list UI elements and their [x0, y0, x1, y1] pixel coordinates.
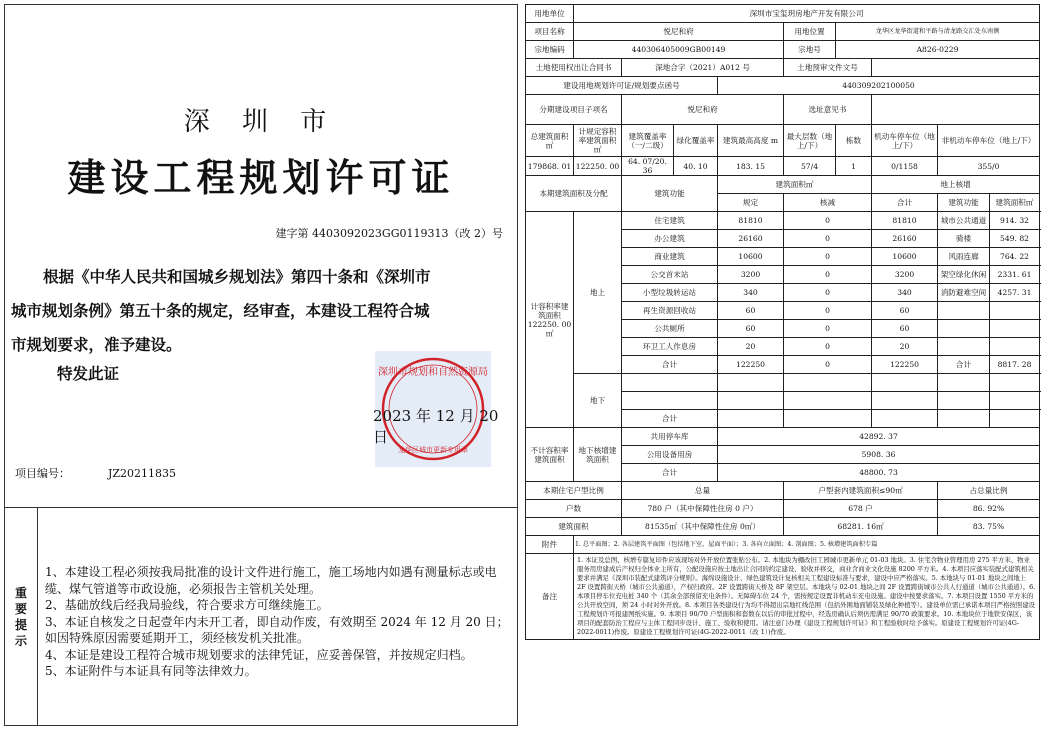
col-header: 建筑面积㎡ — [990, 194, 1040, 212]
label-cell: 分期建设项目子项名 — [526, 95, 622, 125]
value-cell: 355/0 — [938, 157, 1040, 176]
equip-label: 公用设备用房 — [622, 446, 718, 464]
row-core-area — [990, 320, 1040, 338]
row-func: 公交首末站 — [622, 266, 718, 284]
table-cell — [718, 410, 784, 428]
plan-value: 440309202100050 — [718, 77, 1040, 95]
sum-core-area: 8817. 28 — [990, 356, 1040, 374]
phase-value: 悦尼和府 — [622, 95, 784, 125]
col-header: 总量 — [622, 482, 784, 500]
row-func: 住宅建筑 — [622, 212, 718, 230]
certificate-detail-table — [525, 4, 1039, 726]
sum-label: 合计 — [622, 356, 718, 374]
tip-item: 3、本证自核发之日起壹年内未开工者，即自动作废，有效期至 2024 年 12 月 20 日；如因特殊原因需要延期开工，须经核发机关批准。 — [45, 614, 509, 645]
remark-label: 备注 — [526, 554, 574, 640]
row-core-func: 消防避难空间 — [938, 284, 990, 302]
sum-plan: 122250 — [718, 356, 784, 374]
label-cell: 宗地号 — [784, 41, 836, 59]
table-cell — [872, 392, 938, 410]
table-cell — [784, 410, 872, 428]
units-total: 780 户（其中保障性住房 0 户） — [622, 500, 784, 518]
table-cell — [938, 392, 990, 410]
row-check: 0 — [784, 338, 872, 356]
issue-notice: 特发此证 — [57, 364, 120, 383]
row-core-func: 骑楼 — [938, 230, 990, 248]
header-cell: 计规定容积率建筑面积㎡ — [574, 125, 622, 157]
row-func: 再生资源回收站 — [622, 302, 718, 320]
table-cell — [938, 410, 990, 428]
area-ratio: 83. 75% — [938, 518, 1040, 536]
land-unit-value: 深圳市宝玺玥房地产开发有限公司 — [574, 5, 1040, 23]
value-cell: 57/4 — [784, 157, 836, 176]
row-func: 小型垃圾转运站 — [622, 284, 718, 302]
row-core-area: 764. 22 — [990, 248, 1040, 266]
annex-value: 1. 总平面图；2. 各层建筑平面图（包括地下室、屋面平面）；3. 各向立面图；4. 剖面图；5. 核增建筑面积专篇 — [574, 536, 1040, 554]
area-small: 68281. 16㎡ — [784, 518, 938, 536]
label-cell: 选址意见书 — [784, 95, 872, 125]
col-header: 占总量比例 — [938, 482, 1040, 500]
row-total: 81810 — [872, 212, 938, 230]
row-total: 340 — [872, 284, 938, 302]
row-core-area — [990, 338, 1040, 356]
row-total: 20 — [872, 338, 938, 356]
table-cell — [718, 374, 784, 392]
row-core-func: 城市公共通道 — [938, 212, 990, 230]
sum-total: 122250 — [872, 356, 938, 374]
tip-item: 2、基础放线后经我局验线，符合要求方可继续施工。 — [45, 598, 329, 612]
row-total: 60 — [872, 320, 938, 338]
sum-check: 0 — [784, 356, 872, 374]
tips-list — [45, 564, 511, 680]
area-total: 81535㎡（其中保障性住房 0㎡） — [622, 518, 784, 536]
table-cell — [718, 392, 784, 410]
row-plan: 3200 — [718, 266, 784, 284]
row-plan: 340 — [718, 284, 784, 302]
parcel-no-value: A826-0229 — [836, 41, 1040, 59]
project-name-value: 悦尼和府 — [574, 23, 784, 41]
equip-value: 5908. 36 — [718, 446, 1040, 464]
col-header: 核减 — [784, 194, 872, 212]
table-cell — [990, 410, 1040, 428]
table-cell — [784, 374, 872, 392]
label-cell: 土地预审文件文号 — [784, 59, 872, 77]
row-plan: 10600 — [718, 248, 784, 266]
statement-line: 根据《中华人民共和国城乡规划法》第四十条和《深圳市 — [43, 267, 431, 286]
non-far-label: 不计容积率建筑面积 — [526, 428, 574, 482]
header-cell: 建筑覆盖率（一/二级） — [622, 125, 674, 157]
table-cell — [990, 392, 1040, 410]
table-cell — [622, 392, 718, 410]
row-core-area: 2331. 61 — [990, 266, 1040, 284]
header-cell: 机动车停车位（地上/下） — [872, 125, 938, 157]
housing-ratio-label: 本期住宅户型比例 — [526, 482, 622, 500]
annex-label: 附件 — [526, 536, 574, 554]
table-cell — [990, 374, 1040, 392]
value-cell: 183. 15 — [718, 157, 784, 176]
under-sum-value: 48800. 73 — [718, 464, 1040, 482]
col-header: 建筑功能 — [938, 194, 990, 212]
header-cell: 非机动车停车位（地上/下） — [938, 125, 1040, 157]
header-cell: 总建筑面积㎡ — [526, 125, 574, 157]
row-func: 商业建筑 — [622, 248, 718, 266]
row-plan: 81810 — [718, 212, 784, 230]
label-cell: 宗地编码 — [526, 41, 574, 59]
opinion-value — [872, 95, 1040, 125]
important-tips — [4, 507, 518, 726]
statement-line: 城市规划条例》第五十条的规定，经审查，本建设工程符合城 — [11, 301, 430, 320]
header-cell: 绿化覆盖率 — [674, 125, 718, 157]
row-core-func — [938, 320, 990, 338]
parcel-code-value: 440306405009GB00149 — [574, 41, 784, 59]
row-plan: 60 — [718, 302, 784, 320]
value-cell: 122250. 00 — [574, 157, 622, 176]
col-header: 户型套内建筑面积≤90㎡ — [784, 482, 938, 500]
below-ground-label: 地下 — [574, 374, 622, 428]
below-sum-label: 合计 — [622, 410, 718, 428]
row-check: 0 — [784, 266, 872, 284]
row-core-func: 架空绿化休闲 — [938, 266, 990, 284]
label-cell: 地上核增 — [872, 176, 1040, 194]
label-cell: 建筑面积㎡ — [718, 176, 872, 194]
row-total: 3200 — [872, 266, 938, 284]
tip-item: 4、本证是建设工程符合城市规划要求的法律凭证，应妥善保管，并按规定归档。 — [45, 647, 473, 662]
seal-subtext: 龙华区城市更新专用章 — [398, 446, 468, 454]
area-label: 建筑面积 — [526, 518, 622, 536]
certificate-number: 建字第 4403092023GG0119313（改 2）号 — [275, 227, 503, 240]
row-core-func — [938, 338, 990, 356]
col-header: 合计 — [872, 194, 938, 212]
col-header: 规定 — [718, 194, 784, 212]
header-cell: 建筑最高高度 m — [718, 125, 784, 157]
value-cell: 64. 07/20. 36 — [622, 157, 674, 176]
pre-value — [872, 59, 1040, 77]
row-core-area: 4257. 31 — [990, 284, 1040, 302]
value-cell: 40. 10 — [674, 157, 718, 176]
far-label: 计容积率建筑面积 122250. 00 ㎡ — [526, 212, 574, 428]
project-info-table — [525, 4, 1040, 640]
row-check: 0 — [784, 212, 872, 230]
under-sum-label: 合计 — [622, 464, 718, 482]
table-cell — [872, 374, 938, 392]
row-core-func: 风雨连廊 — [938, 248, 990, 266]
contract-value: 深地合字（2021）A012 号 — [622, 59, 784, 77]
row-core-func — [938, 302, 990, 320]
table-cell — [784, 392, 872, 410]
row-func: 公共厕所 — [622, 320, 718, 338]
row-total: 60 — [872, 302, 938, 320]
tip-item: 5、本证附件与本证具有同等法律效力。 — [45, 664, 257, 678]
table-cell — [622, 374, 718, 392]
header-cell: 栋数 — [836, 125, 872, 157]
units-ratio: 86. 92% — [938, 500, 1040, 518]
row-func: 办公建筑 — [622, 230, 718, 248]
value-cell: 1 — [836, 157, 872, 176]
label-cell: 建设用地规划许可证/规划要点函号 — [526, 77, 718, 95]
approval-statement — [11, 260, 499, 362]
label-cell: 土地使用权出让合同书 — [526, 59, 622, 77]
parking-value: 42892. 37 — [718, 428, 1040, 446]
certificate-cover — [4, 4, 518, 726]
table-cell — [872, 410, 938, 428]
tip-item: 1、本建设工程必须按我局批准的设计文件进行施工，施工场地内如遇有测量标志或电缆、煤气管道等市政设施，必须报告主管机关处理。 — [45, 565, 497, 596]
value-cell: 179868. 01 — [526, 157, 574, 176]
header-cell: 最大层数（地上/下） — [784, 125, 836, 157]
row-check: 0 — [784, 230, 872, 248]
remark-value: 1. 本证及总图、核增专篇复印件应该现场对外开放位置张贴公布。2. 本地块为棚改旧工园城市更新单元 01-03 地块。3. 住宅含物业管理用房 275 平方米、物业服务用房建成后产权归全体业主所有，公配设施应按土地出让合同的约定建设、验收并移交，商业含商业文化设施 8200 平方米。4. 本项目应落实装配式建筑相关要求并满足《深圳市装配式建筑评分规则》。海绵设施设计、绿色建筑设计复核相关工程建设标准与要求，建设中应严格落实。5. 本地块与 01-01 地块之间地上 2F 设置跨街天桥（城市公共通道），产权归政府。2F 设置跨街天桥及 8F 架空层。本地块与 02-01 地块之间 2F 设置跨街城市公共人行通道（城市公共通道）。6. 本项目停车位充电桩 340 个（其余全部预留充电条件）。无障碍车位 24 个，需按规定设置非机动车充电设施。建设中按要求落实。7. 本项目设置 1550 平方米的公共开放空间，须 24 小时对外开放。8. 本项目各类建设行为均不得超出宗地红线范围（包括外围地面铺装及绿化种植等）。建设单位需已承诺本项目严格按照建设工程规划许可报建图纸实施。9. 本项目 90/70 户型面积和套数在以后的审批过程中，经选房确认后须仍需满足 90/70 政策要求。10. 本地块位于地铁安保区，该项目的配套防治工程应与主体工程同步设计、施工、验收和使用。请注意门办理《建设工程规划许可证》和工程验收时给予落实。原建设工程规划许可证(4G-2022-0011)作废。原建设工程规划许可证(4G-2022-0011（改 1）)作废。 — [574, 554, 1040, 640]
row-total: 26160 — [872, 230, 938, 248]
seal-text: 深圳市规划和自然资源局 — [378, 367, 488, 378]
label-cell: 项目名称 — [526, 23, 574, 41]
above-ground-label: 地上 — [574, 212, 622, 374]
row-check: 0 — [784, 320, 872, 338]
row-plan: 20 — [718, 338, 784, 356]
row-core-area: 914. 32 — [990, 212, 1040, 230]
table-cell — [938, 374, 990, 392]
row-func: 环卫工人作息房 — [622, 338, 718, 356]
statement-line: 市规划要求，准予建设。 — [11, 335, 182, 354]
location-value: 龙华区龙华街道和平路与清龙路交汇处东南侧 — [836, 23, 1040, 41]
issuing-city: 深 圳 市 — [183, 107, 339, 137]
row-plan: 60 — [718, 320, 784, 338]
units-label: 户数 — [526, 500, 622, 518]
row-core-area — [990, 302, 1040, 320]
label-cell: 用地位置 — [784, 23, 836, 41]
row-core-area: 549. 82 — [990, 230, 1040, 248]
parking-label: 共用停车库 — [622, 428, 718, 446]
certificate-title: 建设工程规划许可证 — [67, 155, 455, 200]
tips-label: 重要提示 — [5, 508, 38, 725]
label-cell: 本期建筑面积及分配 — [526, 176, 622, 212]
under-core-label: 地下核增建筑面积 — [574, 428, 622, 482]
project-number: 项目编号： JZ20211835 — [15, 467, 177, 480]
row-check: 0 — [784, 248, 872, 266]
label-cell: 用地单位 — [526, 5, 574, 23]
units-small: 678 户 — [784, 500, 938, 518]
row-plan: 26160 — [718, 230, 784, 248]
value-cell: 0/1158 — [872, 157, 938, 176]
issue-date: 2023 年 12 月 20 日 — [373, 407, 499, 446]
label-cell: 建筑功能 — [622, 176, 718, 212]
sum-core-label: 合计 — [938, 356, 990, 374]
row-check: 0 — [784, 302, 872, 320]
row-total: 10600 — [872, 248, 938, 266]
row-check: 0 — [784, 284, 872, 302]
